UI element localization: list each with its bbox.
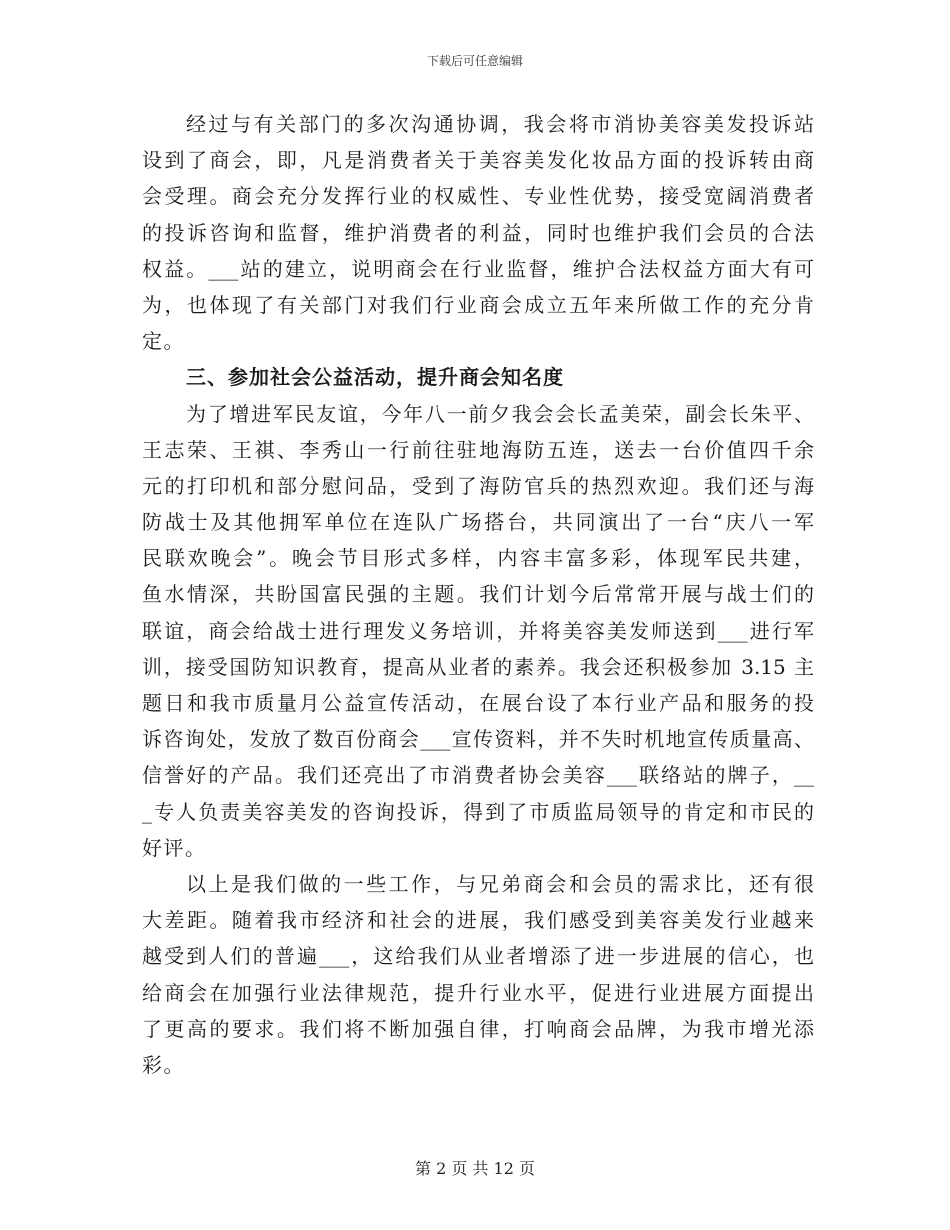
paragraph-line: 会受理。商会充分发挥行业的权威性、专业性优势，接受宽阔消费者 bbox=[142, 184, 814, 209]
paragraph-line: _专人负责美容美发的咨询投诉，得到了市质监局领导的肯定和市民的 bbox=[142, 799, 814, 824]
page-footer-page-number: 第 2 页 共 12 页 bbox=[415, 1159, 535, 1178]
paragraph-line: 信誉好的产品。我们还亮出了市消费者协会美容___联络站的牌子，__ bbox=[142, 763, 814, 788]
paragraph-line: 好评。 bbox=[142, 835, 207, 860]
page-header-note: 下载后可任意编辑 bbox=[426, 54, 523, 68]
section-heading: 三、参加社会公益活动，提升商会知名度 bbox=[186, 365, 564, 390]
paragraph-line: 王志荣、王祺、李秀山一行前往驻地海防五连，送去一台价值四千余 bbox=[142, 437, 814, 462]
paragraph-line: 越受到人们的普遍___，这给我们从业者增添了进一步进展的信心，也 bbox=[142, 944, 814, 969]
paragraph-line: 彩。 bbox=[142, 1052, 185, 1077]
paragraph-line: 设到了商会，即，凡是消费者关于美容美发化妆品方面的投诉转由商 bbox=[142, 148, 814, 173]
paragraph-line: 了更高的要求。我们将不断加强自律，打响商会品牌，为我市增光添 bbox=[142, 1016, 814, 1041]
paragraph-line: 给商会在加强行业法律规范，提升行业水平，促进行业进展方面提出 bbox=[142, 980, 814, 1005]
paragraph-line: 元的打印机和部分慰问品，受到了海防官兵的热烈欢迎。我们还与海 bbox=[142, 473, 814, 498]
paragraph-line: 诉咨询处，发放了数百份商会___宣传资料，并不失时机地宣传质量高、 bbox=[142, 727, 814, 752]
paragraph-line: 大差距。随着我市经济和社会的进展，我们感受到美容美发行业越来 bbox=[142, 908, 814, 933]
paragraph-line: 防战士及其他拥军单位在连队广场搭台，共同演出了一台“庆八一军 bbox=[142, 510, 814, 535]
paragraph-line: 题日和我市质量月公益宣传活动，在展台设了本行业产品和服务的投 bbox=[142, 691, 814, 715]
document-body bbox=[142, 106, 814, 1083]
paragraph-line: 权益。___站的建立，说明商会在行业监督，维护合法权益方面大有可 bbox=[142, 256, 814, 281]
paragraph-line: 为了增进军民友谊，今年八一前夕我会会长孟美荣，副会长朱平、 bbox=[186, 401, 814, 426]
paragraph-line: 以上是我们做的一些工作，与兄弟商会和会员的需求比，还有很 bbox=[186, 871, 814, 896]
paragraph-line: 民联欢晚会”。晚会节目形式多样，内容丰富多彩，体现军民共建， bbox=[142, 546, 814, 571]
paragraph-line: 鱼水情深，共盼国富民强的主题。我们计划今后常常开展与战士们的 bbox=[142, 582, 814, 607]
paragraph-line: 的投诉咨询和监督，维护消费者的利益，同时也维护我们会员的合法 bbox=[142, 220, 814, 245]
paragraph-line: 联谊，商会给战士进行理发义务培训，并将美容美发师送到___进行军 bbox=[142, 618, 814, 643]
paragraph-line: 定。 bbox=[142, 329, 185, 354]
paragraph-line: 为，也体现了有关部门对我们行业商会成立五年来所做工作的充分肯 bbox=[142, 292, 814, 317]
paragraph-line: 训，接受国防知识教育，提高从业者的素养。我会还积极参加 3.15 主 bbox=[142, 654, 814, 679]
paragraph-line: 经过与有关部门的多次沟通协调，我会将市消协美容美发投诉站 bbox=[186, 112, 814, 136]
